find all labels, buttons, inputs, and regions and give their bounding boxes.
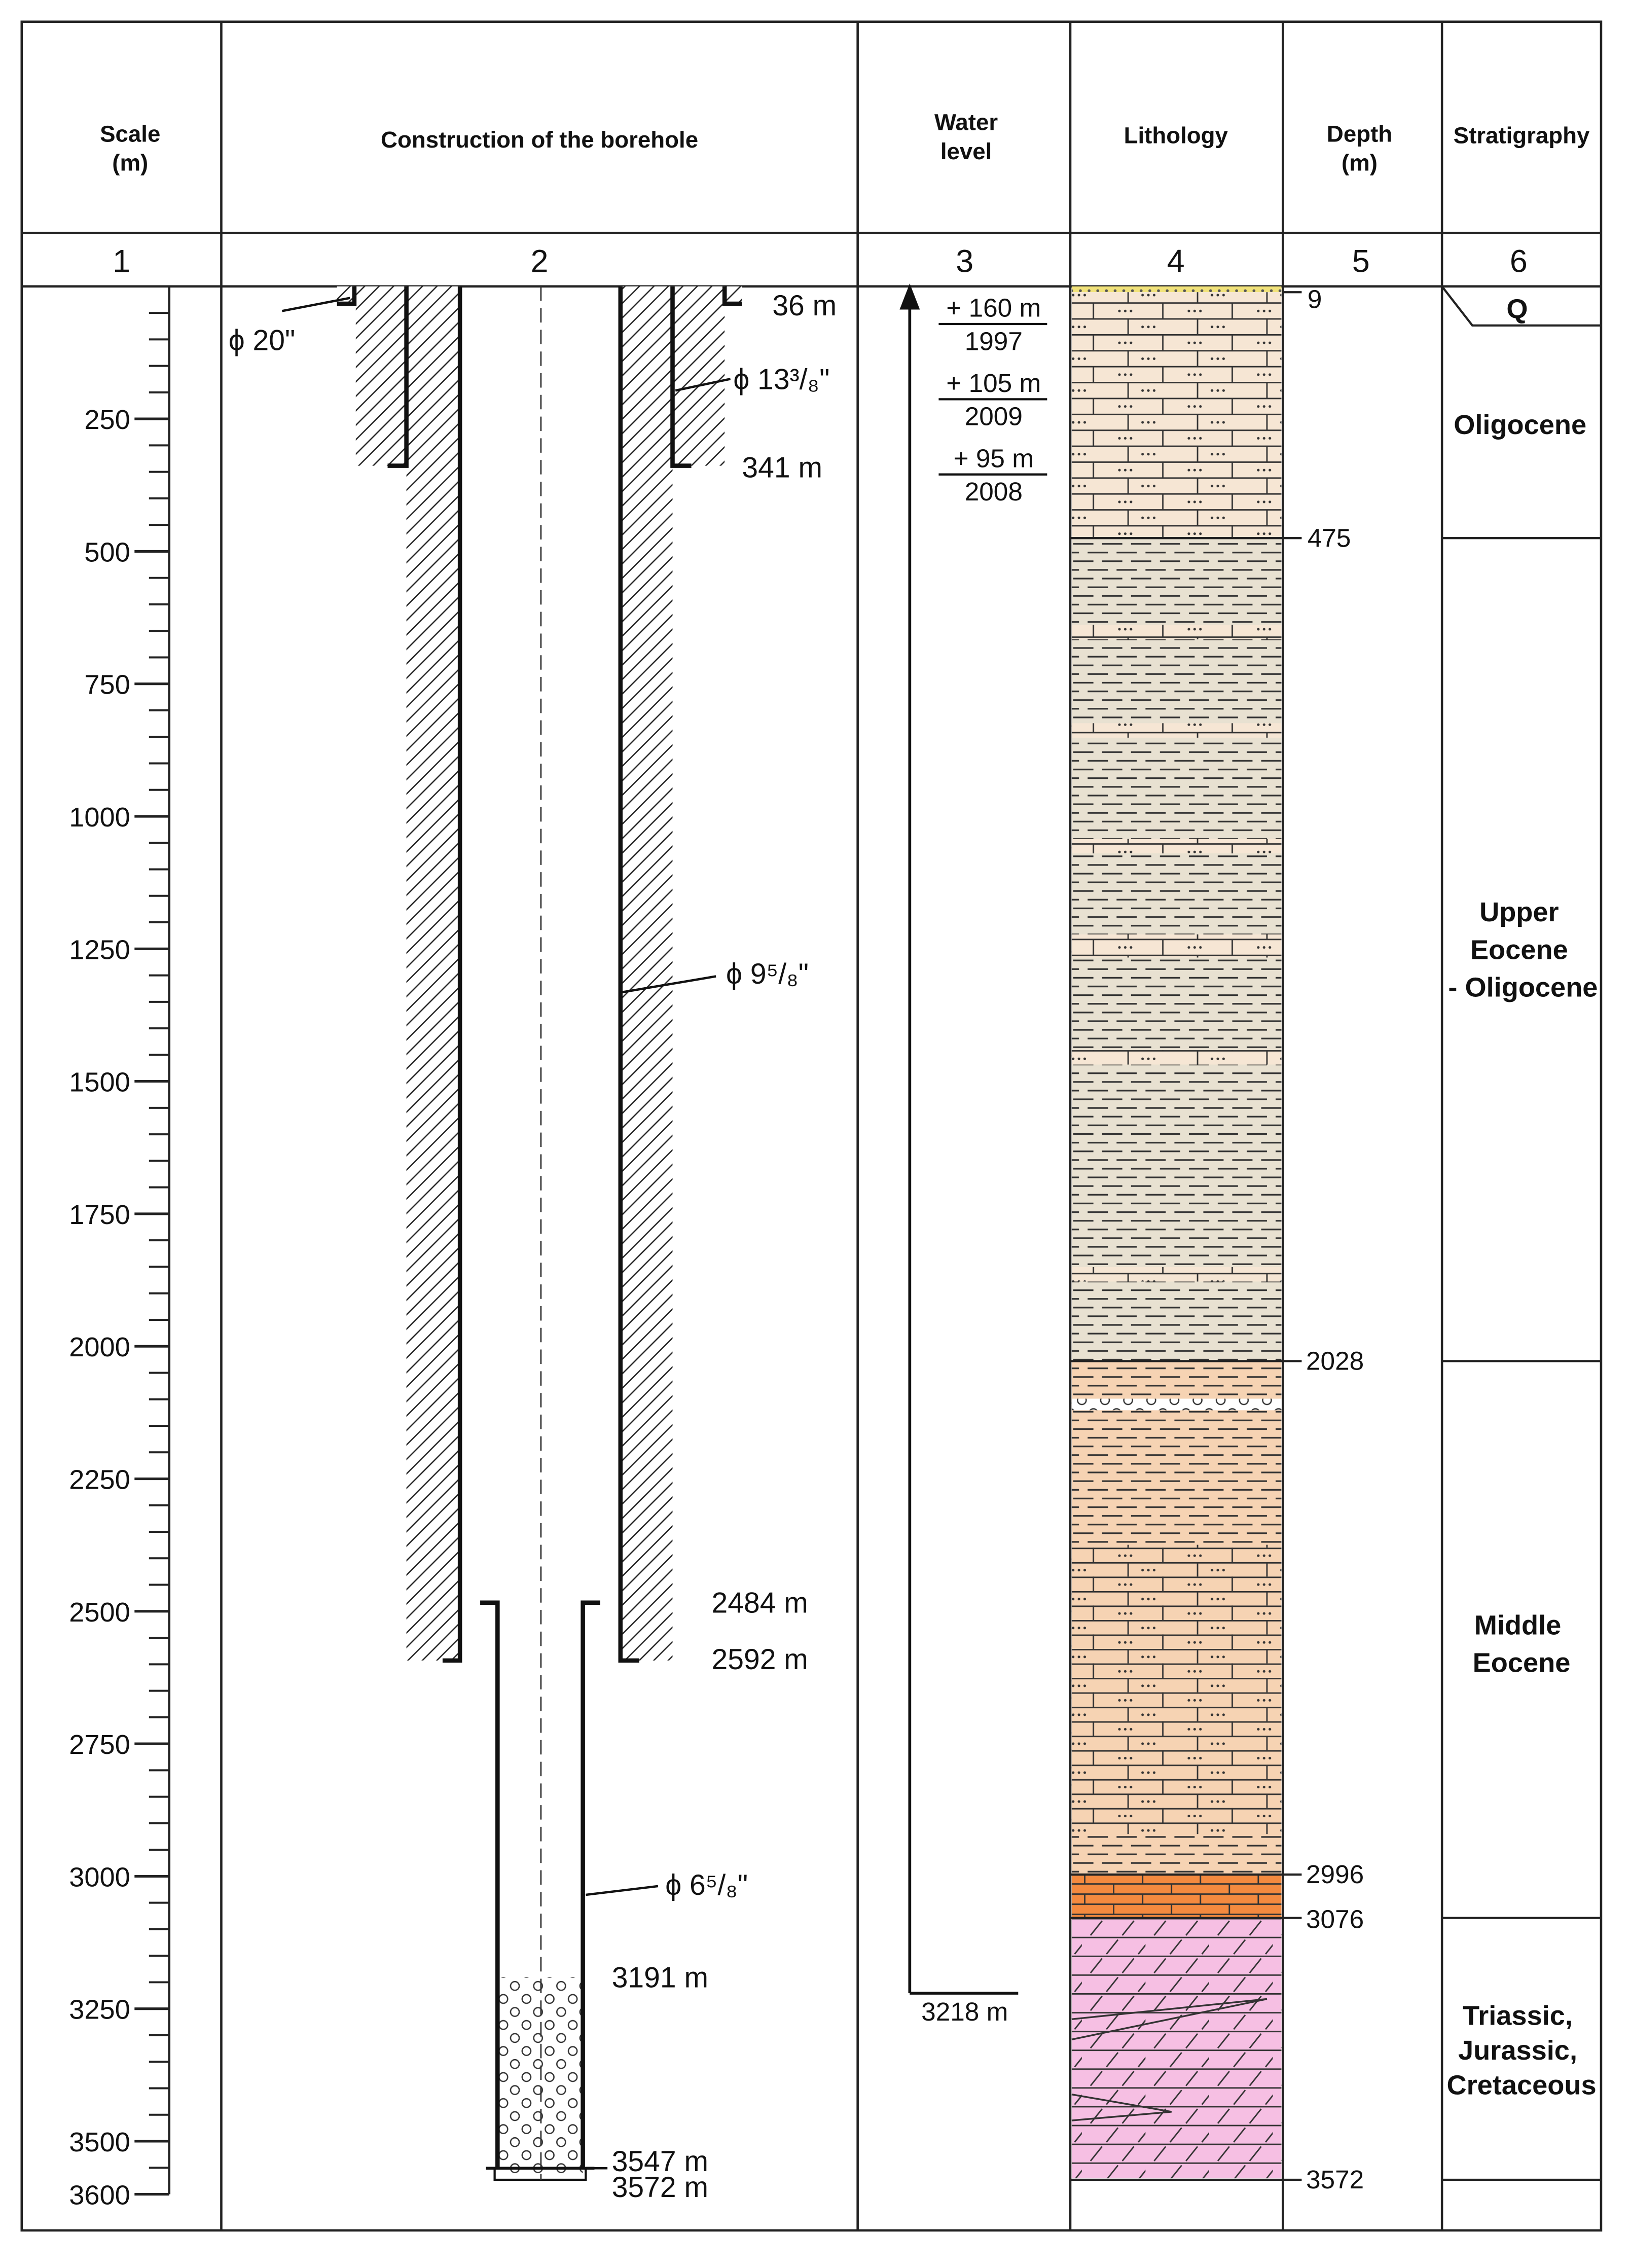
depth-mark-2996: 2996 [1306,1860,1364,1889]
scale-label-3600: 3600 [69,2180,130,2211]
stratigraphy-column [1442,286,1601,2180]
scale-label-1500: 1500 [69,1067,130,1098]
strat-middle-eocene-line-2: Eocene [1472,1647,1571,1678]
depth-marks-column [1283,285,1364,2194]
strat-upper-eocene-line-1: Upper [1479,897,1559,928]
lithology-marl-limestone [1072,1545,1282,1834]
strat-upper-eocene-line-2: Eocene [1470,934,1568,965]
column-numbers [113,243,1528,279]
lithology-column [1070,286,1283,2180]
water-level-column [899,283,1047,2026]
column-headers [100,110,1590,176]
depth-scale-ruler [69,286,169,2211]
strat-upper-eocene-oligocene [1448,897,1598,1002]
lithology-shale-sand-bed-2 [1072,723,1282,738]
borehole-construction [229,286,837,2204]
column-number-3: 3 [956,243,974,279]
scale-label-2250: 2250 [69,1464,130,1495]
water-level-2-year: 2009 [964,402,1023,431]
scale-label-3500: 3500 [69,2127,130,2157]
water-level-measurement-depth: 3218 m [921,1997,1008,2027]
water-level-1-year: 1997 [964,327,1023,356]
lithology-shale-sand-bed-4 [1072,934,1282,958]
scale-label-250: 250 [84,405,130,436]
scale-label-3000: 3000 [69,1862,130,1893]
water-level-2-value: + 105 m [946,369,1041,398]
scale-label-3250: 3250 [69,1994,130,2025]
column-number-2: 2 [530,243,549,279]
strat-triassic-line-2: Jurassic, [1458,2035,1578,2066]
depth-mark-475: 475 [1307,523,1351,553]
cement-13in-left [356,286,407,466]
water-level-3-value: + 95 m [953,444,1034,473]
scale-label-1250: 1250 [69,934,130,965]
lithology-conglomerate-bed [1072,1399,1282,1411]
column-number-1: 1 [113,243,131,279]
lithology-shale-sand-bed-6 [1072,1267,1282,1282]
cement-9in-right [621,286,673,1661]
leader-6in [586,1886,658,1895]
scale-label-2000: 2000 [69,1332,130,1363]
header-water-level-line-1: Water [934,109,998,135]
lithology-shale-sand-bed-5 [1072,1050,1282,1065]
header-scale-line-1: Scale [100,121,161,147]
cement-20in-right [725,286,742,304]
casing-6in-depth-label: 3547 m [611,2145,708,2178]
casing-20in-diameter-label: ϕ 20" [228,324,296,357]
scale-label-1750: 1750 [69,1199,130,1230]
casing-6in-left [480,1603,497,2168]
column-number-5: 5 [1352,243,1370,279]
strat-middle-eocene [1473,1610,1571,1678]
casing-20in-depth-label: 36 m [772,289,837,322]
lithology-dolomite [1072,1875,1282,1918]
strat-oligocene [1454,410,1586,440]
scale-label-500: 500 [84,537,130,568]
header-lithology: Lithology [1124,122,1228,149]
lithology-dolomitic-limestone [1072,1918,1282,2178]
cement-9in-left [407,286,460,1661]
header-scale-line-2: (m) [112,150,149,176]
casing-9in-depth-label: 2592 m [711,1643,808,1676]
cement-20in-left [337,286,354,304]
header-construction: Construction of the borehole [381,126,699,153]
strat-triassic-line-1: Triassic, [1463,2000,1573,2031]
lithology-sandy-limestone [1072,292,1282,538]
liner-top-depth-label: 2484 m [711,1587,808,1619]
total-depth-label: 3572 m [611,2171,708,2204]
cement-13in-right [673,286,725,466]
strat-triassic-line-3: Cretaceous [1446,2070,1597,2101]
strat-oligocene-line-1: Oligocene [1454,409,1587,440]
strat-upper-eocene-line-3: - Oligocene [1448,972,1598,1003]
water-level-3-year: 2008 [964,477,1023,507]
strat-q-line-1: Q [1506,294,1528,325]
strat-triassic-jurassic-cretaceous [1446,2001,1596,2101]
column-number-6: 6 [1509,243,1528,279]
casing-13in-depth-label: 341 m [742,451,823,484]
header-depth-line-1: Depth [1326,121,1393,147]
casing-6in-right [583,1603,600,2168]
header-stratigraphy: Stratigraphy [1453,122,1590,149]
lithology-soil [1072,286,1282,292]
scale-label-2750: 2750 [69,1730,130,1760]
scale-label-750: 750 [84,669,130,700]
depth-mark-9: 9 [1307,284,1322,314]
lithology-shale-sand-bed-3 [1072,839,1282,854]
screen-top-depth-label: 3191 m [611,1961,708,1994]
header-water-level-line-2: level [940,138,992,164]
strat-q [1506,294,1528,325]
strat-middle-eocene-line-1: Middle [1474,1610,1562,1641]
scale-label-1000: 1000 [69,802,130,833]
header-depth-line-2: (m) [1342,150,1378,176]
lithology-shale-sand-bed-1 [1072,625,1282,639]
casing-9in-diameter-label: ϕ 9⁵/₈" [726,957,809,990]
depth-mark-3076: 3076 [1306,1904,1364,1934]
depth-mark-3572: 3572 [1306,2165,1364,2194]
casing-6in-diameter-label: ϕ 6⁵/₈" [665,1869,748,1902]
water-level-1-value: + 160 m [946,293,1041,322]
scale-label-2500: 2500 [69,1597,130,1628]
casing-13in-diameter-label: ϕ 13³/₈" [733,363,830,396]
column-number-4: 4 [1167,243,1185,279]
depth-mark-2028: 2028 [1306,1346,1364,1376]
